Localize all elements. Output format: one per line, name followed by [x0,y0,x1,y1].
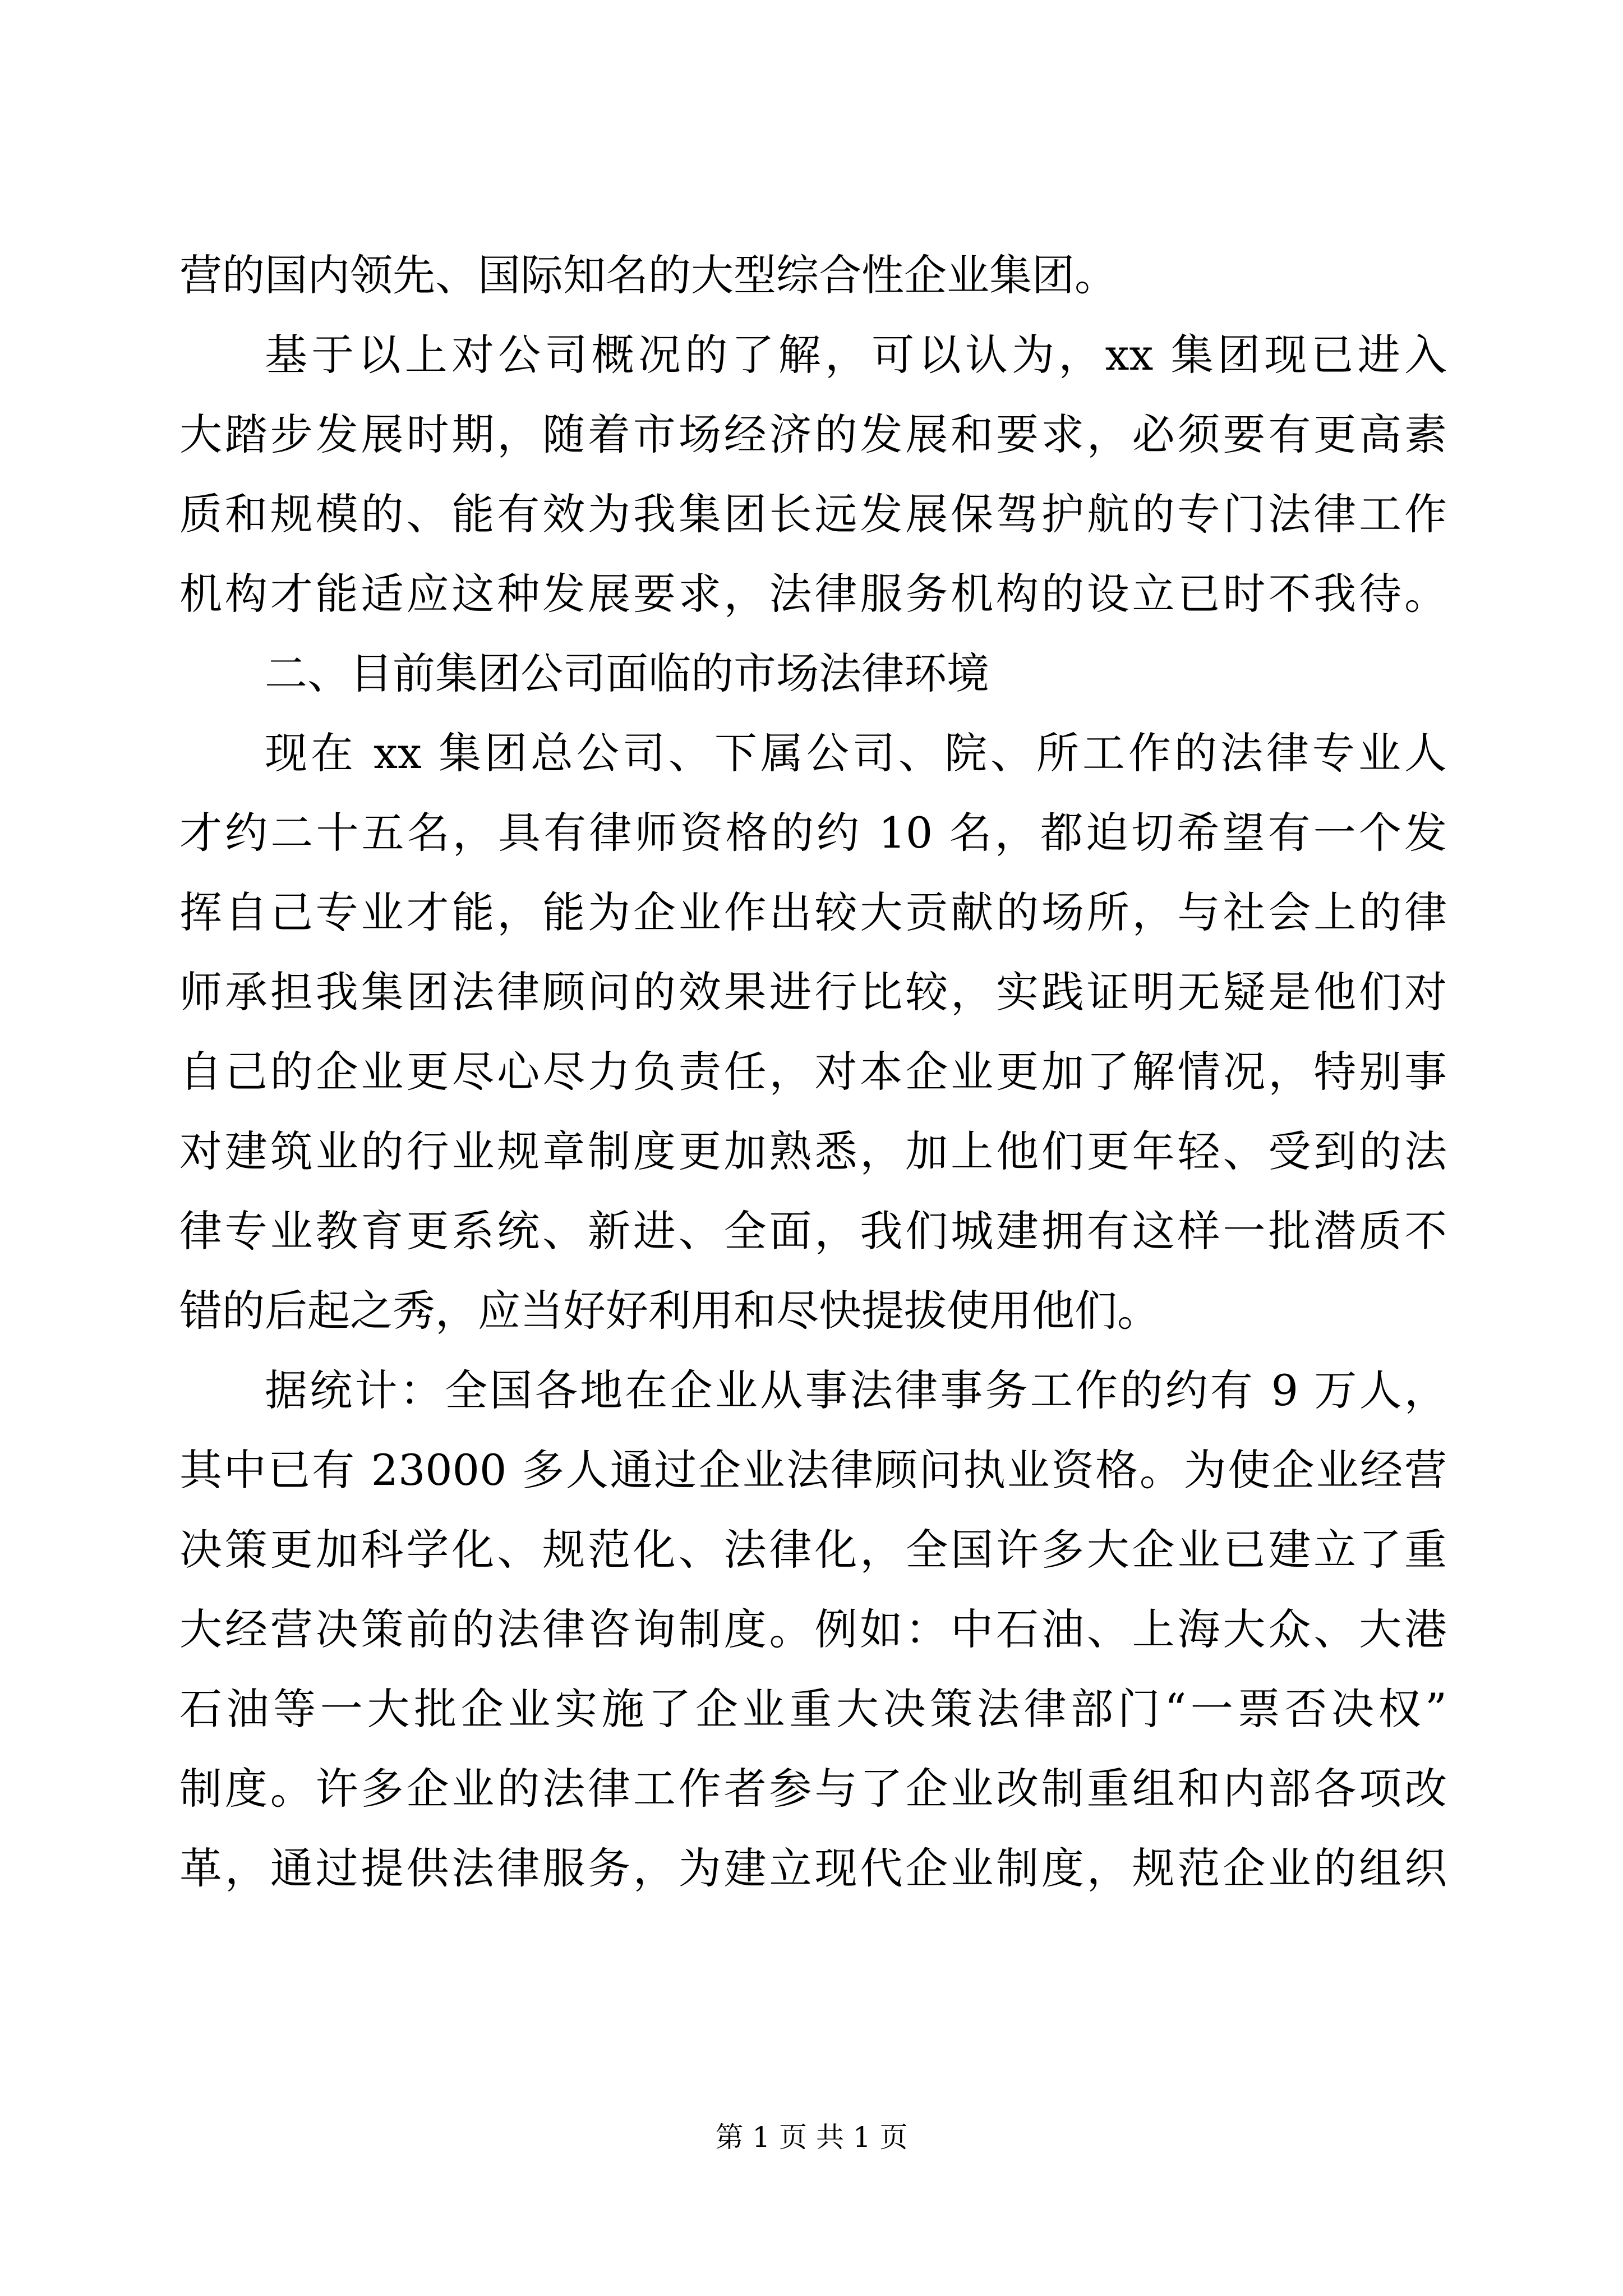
text-line: 决策更加科学化、规范化、法律化，全国许多大企业已建立了重 [179,1525,1447,1575]
text-line: 大踏步发展时期，随着市场经济的发展和要求，必须要有更高素 [179,409,1447,459]
text-line: 师承担我集团法律顾问的效果进行比较，实践证明无疑是他们对 [179,967,1447,1017]
section-heading: 二、目前集团公司面临的市场法律环境 [265,648,989,698]
text-line: 其中已有 23000 多人通过企业法律顾问执业资格。为使企业经营 [179,1445,1447,1495]
text-line: 才约二十五名，具有律师资格的约 10 名，都迫切希望有一个发 [179,808,1447,858]
document-body [179,236,1447,1908]
text-line: 质和规模的、能有效为我集团长远发展保驾护航的专门法律工作 [179,489,1447,539]
paragraph-first-line: 据统计：全国各地在企业从事法律事务工作的约有 9 万人， [265,1365,1447,1415]
text-line: 石油等一大批企业实施了企业重大决策法律部门“一票否决权” [179,1684,1447,1734]
paragraph-first-line: 基于以上对公司概况的了解，可以认为，xx 集团现已进入 [265,330,1447,380]
text-line: 挥自己专业才能，能为企业作出较大贡献的场所，与社会上的律 [179,887,1447,937]
text-line: 自己的企业更尽心尽力负责任，对本企业更加了解情况，特别事 [179,1047,1447,1097]
paragraph-first-line: 现在 xx 集团总公司、下属公司、院、所工作的法律专业人 [265,728,1447,778]
page-number-footer: 第 1 页 共 1 页 [715,2121,908,2154]
text-line: 大经营决策前的法律咨询制度。例如：中石油、上海大众、大港 [179,1604,1447,1654]
text-line: 营的国内领先、国际知名的大型综合性企业集团。 [179,250,1117,300]
text-line: 错的后起之秀，应当好好利用和尽快提拔使用他们。 [179,1286,1160,1336]
text-line: 对建筑业的行业规章制度更加熟悉，加上他们更年轻、受到的法 [179,1126,1447,1176]
text-line: 革，通过提供法律服务，为建立现代企业制度，规范企业的组织 [179,1843,1447,1893]
text-line: 机构才能适应这种发展要求，法律服务机构的设立已时不我待。 [179,569,1447,619]
text-line: 律专业教育更系统、新进、全面，我们城建拥有这样一批潜质不 [179,1206,1447,1256]
text-line: 制度。许多企业的法律工作者参与了企业改制重组和内部各项改 [179,1764,1447,1814]
